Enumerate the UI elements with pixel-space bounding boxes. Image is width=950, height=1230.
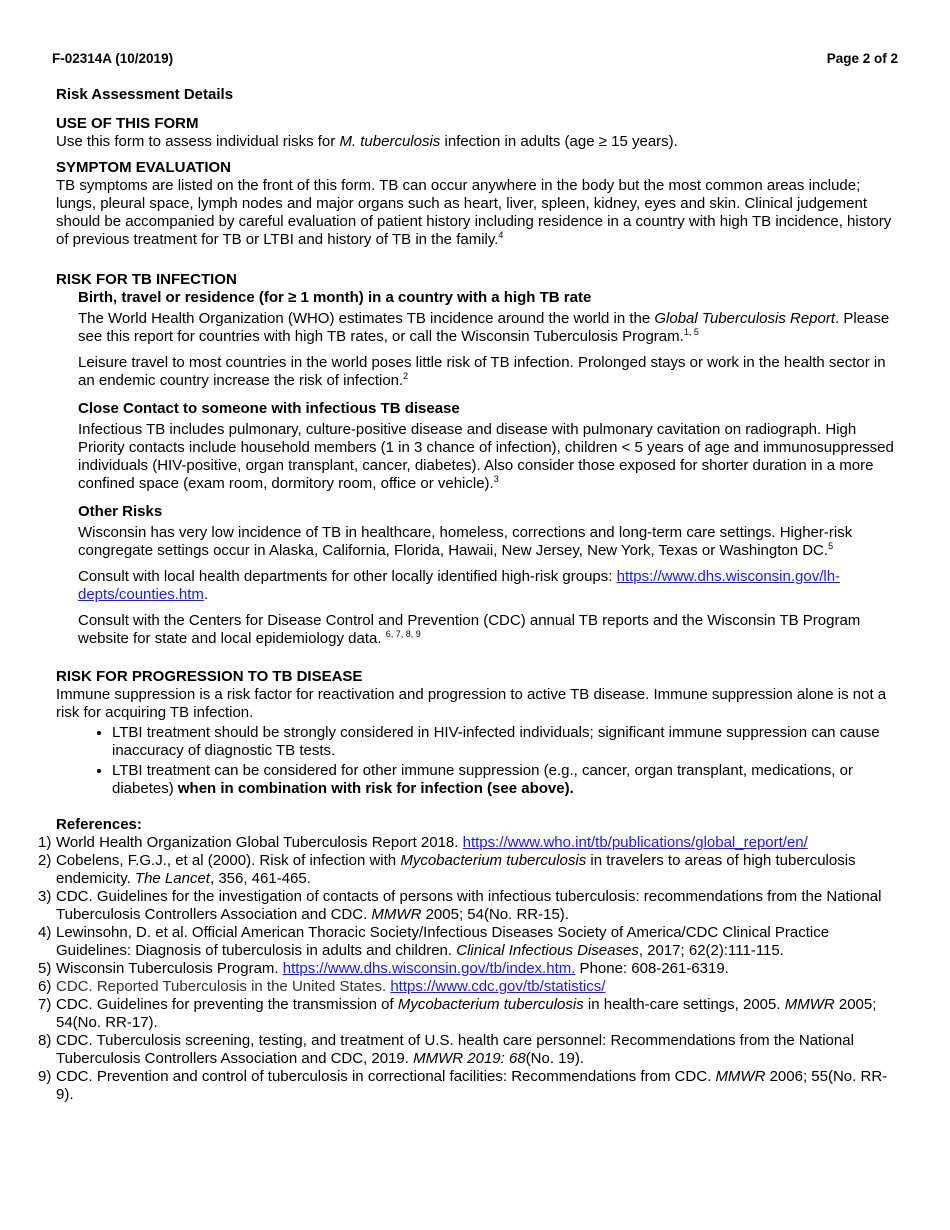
form-id: F-02314A (10/2019) [52,51,174,66]
symptom-heading: SYMPTOM EVALUATION [56,159,232,176]
reference-item: 8) CDC. Tuberculosis screening, testing, and treatment of U.S. health care personnel: Recommendations from the National Tuberculosis Controllers Association and CDC, 2019. MMWR 2019: 68(No. 19). [38,1032,854,1067]
cdc-statistics-link[interactable]: https://www.cdc.gov/tb/statistics/ [390,978,606,995]
progression-bullet: • LTBI treatment can be considered for other immune suppression (e.g., cancer, organ transplant, medications, or diabetes) when in combination with risk for infection (see above). [112,762,898,798]
use-of-form-text: Use this form to assess individual risks for M. tuberculosis infection in adults (age ≥ 15 years). [56,133,678,150]
other-risks-heading: Other Risks [78,503,163,520]
reference-item: 6) CDC. Reported Tuberculosis in the United States. https://www.cdc.gov/tb/statistics/ [38,978,606,995]
reference-item: 4) Lewinsohn, D. et al. Official American Thoracic Society/Infectious Diseases Society of America/CDC Clinical Practice Guidelines: Diagnosis of tuberculosis in adults and children. Clinical Infectious Diseases, 2017; 62(2):111-115. [38,924,830,959]
birth-p2: Leisure travel to most countries in the world poses little risk of TB infection. Prolonged stays or work in the health sector in an endemic country increase the risk of infection.$^2$ [78,354,886,389]
wi-tb-program-link[interactable]: https://www.dhs.wisconsin.gov/tb/index.htm. [282,960,576,977]
reference-item: 9) CDC. Prevention and control of tuberculosis in correctional facilities: Recommendations from CDC. MMWR 2006; 55(No. RR-9). [38,1068,888,1103]
reference-item: 1) World Health Organization Global Tuberculosis Report 2018. https://www.who.int/tb/publications/global_report/en/ [38,834,808,851]
progression-bullet: • LTBI treatment should be strongly considered in HIV-infected individuals; significant immune suppression can cause inaccuracy of diagnostic TB tests. [112,724,898,760]
birth-p1: The World Health Organization (WHO) estimates TB incidence around the world in the Global Tuberculosis Report. Please see this report for countries with high TB rates, or call the Wisconsin Tuberculosis Program.$^{1, 5}$ [78,310,890,345]
lh-depts-link[interactable]: https://www.dhs.wisconsin.gov/lh-depts/counties.htm [78,568,841,603]
reference-item: 5) Wisconsin Tuberculosis Program. https://www.dhs.wisconsin.gov/tb/index.htm. Phone: 608-261-6319. [38,960,729,977]
page-title: Risk Assessment Details [56,86,234,103]
reference-item: 3) CDC. Guidelines for the investigation of contacts of persons with infectious tuberculosis: recommendations from the National Tuberculosis Controllers Association and CDC. MMWR 2005; 54(No. RR-15). [38,888,882,923]
references-heading: References: [56,816,142,833]
references-list [38,834,898,1104]
other-p1: Wisconsin has very low incidence of TB in healthcare, homeless, corrections and long-term care settings. Higher-risk congregate settings occur in Alaska, California, Florida, Hawaii, New Jersey, New York, Texas or Washington DC.$^5$ [78,524,853,559]
document-body [38,86,898,1104]
reference-item: 2) Cobelens, F.G.J., et al (2000). Risk of infection with Mycobacterium tuberculosis in travelers to areas of high tuberculosis endemicity. The Lancet, 356, 461-465. [38,852,856,887]
progression-text: Immune suppression is a risk factor for reactivation and progression to active TB disease. Immune suppression alone is not a risk for acquiring TB infection. [56,686,887,721]
other-p3: Consult with the Centers for Disease Control and Prevention (CDC) annual TB reports and the Wisconsin TB Program website for state and local epidemiology data. $^{6, 7, 8, 9}$ [78,612,861,647]
use-of-form-heading: USE OF THIS FORM [56,115,199,132]
page-number: Page 2 of 2 [826,51,898,66]
reference-item: 7) CDC. Guidelines for preventing the transmission of Mycobacterium tuberculosis in health-care settings, 2005. MMWR 2005; 54(No. RR-17). [38,996,877,1031]
contact-heading: Close Contact to someone with infectious TB disease [78,400,460,417]
risk-infection-heading: RISK FOR TB INFECTION [56,271,237,288]
other-p2: Consult with local health departments for other locally identified high-risk groups: https://www.dhs.wisconsin.gov/lh-depts/counties.htm. [78,568,841,603]
progression-heading: RISK FOR PROGRESSION TO TB DISEASE [56,668,363,685]
progression-list [56,724,898,798]
contact-text: Infectious TB includes pulmonary, culture-positive disease and disease with pulmonary cavitation on radiograph. High Priority contacts include household members (1 in 3 chance of infection), children < 5 years of age and immunosuppressed individuals (HIV-positive, organ transplant, cancer, diabetes). Also consider those exposed for shorter duration in a more confined space (exam room, dormitory room, office or vehicle).$^3$ [78,421,894,492]
risk-infection-section [78,289,898,648]
birth-heading: Birth, travel or residence (for ≥ 1 month) in a country with a high TB rate [78,289,592,306]
symptom-text: TB symptoms are listed on the front of this form. TB can occur anywhere in the body but the most common areas include; lungs, pleural space, lymph nodes and major organs such as heart, liver, spleen, kidney, eyes and skin. Clinical judgement should be accompanied by careful evaluation of patient history including residence in a country with high TB incidence, history of previous treatment for TB or LTBI and history of TB in the family.$^4$ [56,177,892,248]
who-report-link[interactable]: https://www.who.int/tb/publications/global_report/en/ [462,834,808,851]
